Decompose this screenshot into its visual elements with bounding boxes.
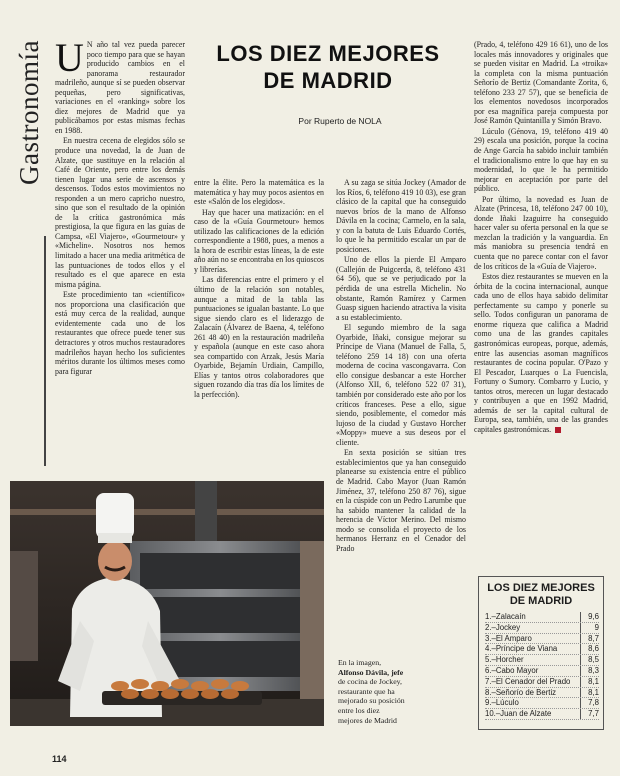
ranking-box (478, 576, 604, 730)
ranking-label: 9.–Lúculo (485, 698, 519, 708)
ranking-score: 8,6 (580, 644, 599, 654)
dropcap: U (55, 35, 84, 80)
ranking-label: 8.–Señorío de Bertiz (485, 687, 557, 697)
paragraph: Lúculo (Génova, 19, teléfono 419 40 29) escala una posición, porque la cocina de Ange García ha sabido incluir también el tradicionalismo entre lo que hay en su modernidad, lo que le ha permitido mejorar en aceptación por parte del público. (474, 126, 608, 194)
ranking-label: 1.–Zalacaín (485, 612, 526, 621)
ranking-label: 4.–Príncipe de Viana (485, 644, 558, 654)
caption-line: restaurante que ha (338, 686, 395, 696)
ranking-score: 8,1 (580, 688, 599, 698)
ranking-score: 9,6 (580, 612, 599, 622)
ranking-row (485, 644, 599, 655)
caption-line: de cocina de Jockey, (338, 677, 403, 687)
ranking-label: 10.–Juan de Alzate (485, 709, 552, 719)
ranking-score: 8,1 (580, 677, 599, 687)
ranking-row (485, 655, 599, 666)
page-number: 114 (52, 754, 67, 764)
ranking-score: 7,7 (580, 709, 599, 719)
article-column-4 (474, 40, 608, 435)
ranking-row (485, 688, 599, 699)
ranking-row (485, 698, 599, 709)
paragraph: A su zaga se sitúa Jockey (Amador de los Ríos, 6, teléfono 419 10 03), ese gran clásico de la capital que ha conseguido nuevos bríos de la mano de Alfonso Dávila en la cocina; Carmelo, en la sala, y con la batuta de Luis Eduardo Cortés, lo que le ha permitido escalar un par de posiciones. (336, 178, 466, 254)
ranking-score: 9 (580, 623, 599, 633)
headline-line-1: LOS DIEZ MEJORES (216, 41, 440, 66)
paragraph: En sexta posición se sitúan tres establecimientos que ya han conseguido planearse su existencia entre el público de Madrid. Cabo Mayor (Juan Ramón Jiménez, 37, teléfono 250 87 76), sigue en la cúspide con un Pedro Larumbe que ha sabido mantener la calidad de la herencia de Víctor Merino. Del mismo modo se consolida el proyecto de los hermanos Herranz en el Cenador del Prado (336, 448, 466, 553)
ranking-label: 2.–Jockey (485, 622, 521, 632)
ranking-row (485, 623, 599, 634)
section-label: Gastronomía (14, 40, 44, 185)
article-column-3 (336, 178, 466, 554)
ranking-score: 8,3 (580, 666, 599, 676)
article-column-1 (55, 35, 185, 377)
paragraph: Las diferencias entre el primero y el último de la relación son notables, aunque a mitad de la tabla las puntuaciones se igualan bastante. Lo que sigue siendo claro es el liderazgo de Zalacaín (Álvarez de Baena, 4, teléfono 261 48 40) en la restauración madrileña y española (aunque en este caso ahora sea compartido con Arzak, Jesús María Oyarbide, Bejamín Urdiain, Campillo, Elías y tantos otros colaboradores que siguen rozando día tras día los límites de la perfección). (194, 275, 324, 400)
caption-line: entre los diez (338, 705, 380, 715)
vertical-rule (44, 236, 46, 466)
caption-line: mejores de Madrid (338, 715, 397, 725)
paragraph: Por último, la novedad es Juan de Alzate (Princesa, 18, teléfono 247 00 10), donde Iñaki Izaguirre ha conseguido hacer valer su oferta personal en la que se mezclan la tradición y la vanguardia. En más maniobra su presencia tendrá en cuenta que no parece contar con el favor de los críticos de la «Guía de Viajero». (474, 194, 608, 271)
ranking-row (485, 709, 599, 720)
ranking-list (479, 612, 603, 720)
end-mark-icon (555, 427, 561, 433)
paragraph: (Prado, 4, teléfono 429 16 61), uno de los locales más innovadores y originales que se pueden visitar en Madrid. La «troika» la completa con la misma puntuación Señorío de Bertiz (Comandante Zorita, 6, teléfono 233 27 57), que se beneficia de los elementos novedosos incorporados por esa magnífica pareja compuesta por José Ramón Quintanilla y Simón Bravo. (474, 40, 608, 126)
paragraph: Este procedimiento tan «científico» nos proporciona una clasificación que está muy cerca de la realidad, aunque evidentemente cada uno de los restaurantes que ofrece puede tener sus detractores y otros muchos restauradores madrileños hayan hecho los suficientes méritos durante los últimos meses como para figurar (55, 290, 185, 376)
ranking-title (481, 582, 601, 608)
paragraph-text: Estos diez restaurantes se mueven en la órbita de la cocina internacional, aunque cada uno de ellos haya sabido delimitar perfectamente su campo y ponerle su sello. Todos configuran un panorama de enorme riqueza que califica a Madrid como una de las grandes capitales gastronómicas europeas, porque, además, entre las ausencias asoman magníficos restaurantes de cocina popular. O'Pazo y El Pescador, Luarques o La Fuencisla, Fortuny o Sumory. Combarro y Lucio, y tantos otros, merecen un lugar destacado y contribuyen a que en 1992 Madrid, además de ser la capital cultural de Europa, sea, también, una de las grandes capitales gastronómicas. (474, 272, 608, 434)
ranking-score: 8,5 (580, 655, 599, 665)
paragraph: El segundo miembro de la saga Oyarbide, Iñaki, consigue mejorar su Príncipe de Viana (Manuel de Falla, 5, teléfono 259 14 18) con una oferta moderna de cocina vascongavarra. Con ello consigue desbancar a este Horcher (Alfonso XII, 6, teléfono 522 07 31), también por considerado este año por los críticos franceses. Pese a ello, sigue siendo, posiblemente, el comedor más lujoso de la ciudad y Gustavo Horcher «Moppy» mueve a sus deseos por el cliente. (336, 323, 466, 447)
headline-line-2: DE MADRID (263, 68, 393, 93)
ranking-title-line-1: LOS DIEZ MEJORES (487, 582, 595, 594)
photo-caption (338, 658, 418, 725)
caption-line: En la imagen, (338, 658, 382, 667)
ranking-title-line-2: DE MADRID (509, 595, 573, 607)
paragraph: entre la élite. Pero la matemática es la matemática y hay muy pocos asientos en este «Salón de los elegidos». (194, 178, 324, 207)
ranking-label: 7.–El Cenador del Prado (485, 676, 571, 686)
chef-illustration (10, 481, 324, 726)
headline (196, 40, 460, 94)
paragraph: En nuestra cecena de elegidos sólo se produce una novedad, la de Juan de Alzate, que sustituye en la relación al Café de Oriente, pero entre los demás tienen lugar una serie de ascensos y descensos. Todos estos movimientos no responden a un mero capricho nuestro, sino que son el resultado de la opinión de la crítica gastronómica más prestigiosa, la que figura en las guías de Campsa, «El Viajero», «Gourmetour» y «Michelin». Nosotros nos hemos limitado a hacer una media aritmética de las puntuaciones de todos ellos y el resultado es el que aparece en esta misma página. (55, 136, 185, 289)
paragraph (55, 35, 185, 135)
ranking-label: 3.–El Amparo (485, 633, 532, 643)
paragraph: Hay que hacer una matización: en el caso de la «Guía Gourmetour» hemos utilizado las calificaciones de la edición correspondiente a 1988, pues, a menos a la hora de escribir estas líneas, la de este año aún no se encontraba en los quioscos y librerías. (194, 207, 324, 274)
ranking-row (485, 666, 599, 677)
ranking-score: 8,7 (580, 634, 599, 644)
ranking-row (485, 634, 599, 645)
caption-line: mejorado su posición (338, 696, 405, 706)
ranking-label: 6.–Cabo Mayor (485, 665, 539, 675)
byline: Por Ruperto de NOLA (298, 116, 382, 126)
paragraph (474, 272, 608, 434)
paragraph: Uno de ellos la pierde El Amparo (Callejón de Puigcerda, 8, teléfono 431 64 56), que se ve perjudicado por la pérdida de una estrella Michelin. No obstante, Ramón Ramírez y Carmen Guasp siguen haciendo atractiva la visita a su establecimiento. (336, 255, 466, 322)
caption-line: Alfonso Dávila, jefe (338, 667, 404, 677)
paragraph-text: N año tal vez pueda parecer poco tiempo para que se hayan producido cambios en el panorama restaurador madrileño, aunque sí se pueden observar pequeñas, pero significativas, variaciones en el «ranking» sobre los diez mejores de Madrid que ya publicábamos por estas mismas fechas en 1988. (55, 40, 185, 135)
ranking-row (485, 612, 599, 623)
chef-photo (10, 481, 324, 726)
ranking-row (485, 677, 599, 688)
ranking-label: 5.–Horcher (485, 655, 524, 665)
article-column-2 (194, 178, 324, 401)
ranking-score: 7,8 (580, 698, 599, 708)
